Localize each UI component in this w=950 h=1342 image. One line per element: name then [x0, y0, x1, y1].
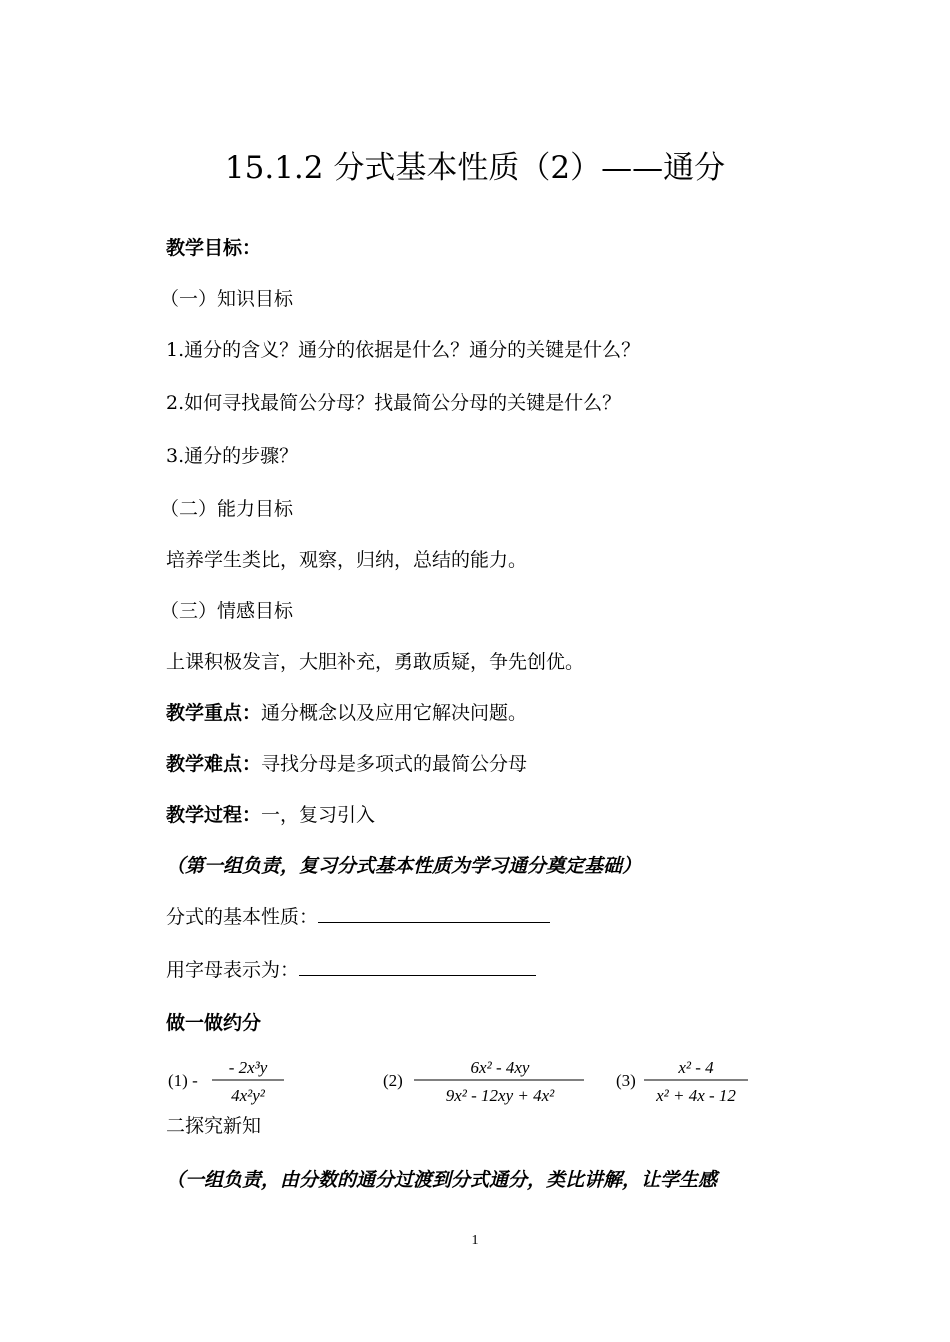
exercise-2-numerator: 6x² - 4xy [470, 1058, 530, 1077]
basic-property-prompt: 分式的基本性质： [166, 906, 319, 928]
difficulty-label: 教学难点： [166, 753, 262, 775]
exercise-1-label: (1) - [168, 1071, 198, 1090]
emotion-heading: （三）情感目标 [160, 600, 294, 622]
difficulty-text: 寻找分母是多项式的最简公分母 [261, 753, 528, 775]
exercise-2-denominator: 9x² - 12xy + 4x² [445, 1086, 555, 1105]
page-number: 1 [471, 1233, 479, 1248]
key-point [166, 699, 527, 727]
goals-heading: 教学目标： [166, 237, 262, 259]
difficulty [166, 750, 527, 778]
letter-form-line [166, 956, 536, 984]
letter-form-prompt: 用字母表示为： [166, 959, 300, 981]
exercise-2-label: (2) [383, 1071, 403, 1090]
knowledge-heading: （一）知识目标 [160, 288, 294, 310]
basic-property-line [166, 903, 550, 931]
knowledge-item: 2.如何寻找最简公分母？找最简公分母的关键是什么？ [166, 392, 622, 414]
knowledge-item: 3.通分的步骤？ [166, 445, 299, 467]
exercise-1-numerator: - 2x³y [228, 1058, 268, 1077]
process-text: 一，复习引入 [261, 804, 376, 826]
key-point-label: 教学重点： [166, 702, 262, 724]
exercise-3-denominator: x² + 4x - 12 [656, 1086, 736, 1105]
ability-heading: （二）能力目标 [160, 498, 294, 520]
key-point-text: 通分概念以及应用它解决问题。 [261, 702, 528, 724]
exercise-fractions [166, 1052, 786, 1114]
process [166, 801, 375, 829]
emotion-text: 上课积极发言，大胆补充，勇敢质疑，争先创优。 [166, 651, 585, 673]
process-label: 教学过程： [166, 804, 262, 826]
exercise-3-label: (3) [616, 1071, 636, 1090]
knowledge-item: 1.通分的含义？通分的依据是什么？通分的关键是什么？ [166, 339, 641, 361]
letter-form-blank[interactable] [299, 957, 536, 976]
explore-heading: 二探究新知 [166, 1115, 262, 1137]
group1-note: （第一组负责，复习分式基本性质为学习通分奠定基础） [166, 855, 642, 877]
exercise-heading: 做一做约分 [166, 1012, 262, 1034]
basic-property-blank[interactable] [318, 904, 550, 923]
exercise-1-denominator: 4x²y² [231, 1086, 265, 1105]
page-title: 15.1.2 分式基本性质（2）——通分 [224, 150, 726, 186]
group2-note: （一组负责，由分数的通分过渡到分式通分，类比讲解，让学生感 [166, 1169, 718, 1191]
exercise-3-numerator: x² - 4 [678, 1058, 714, 1077]
ability-text: 培养学生类比，观察，归纳，总结的能力。 [166, 549, 528, 571]
